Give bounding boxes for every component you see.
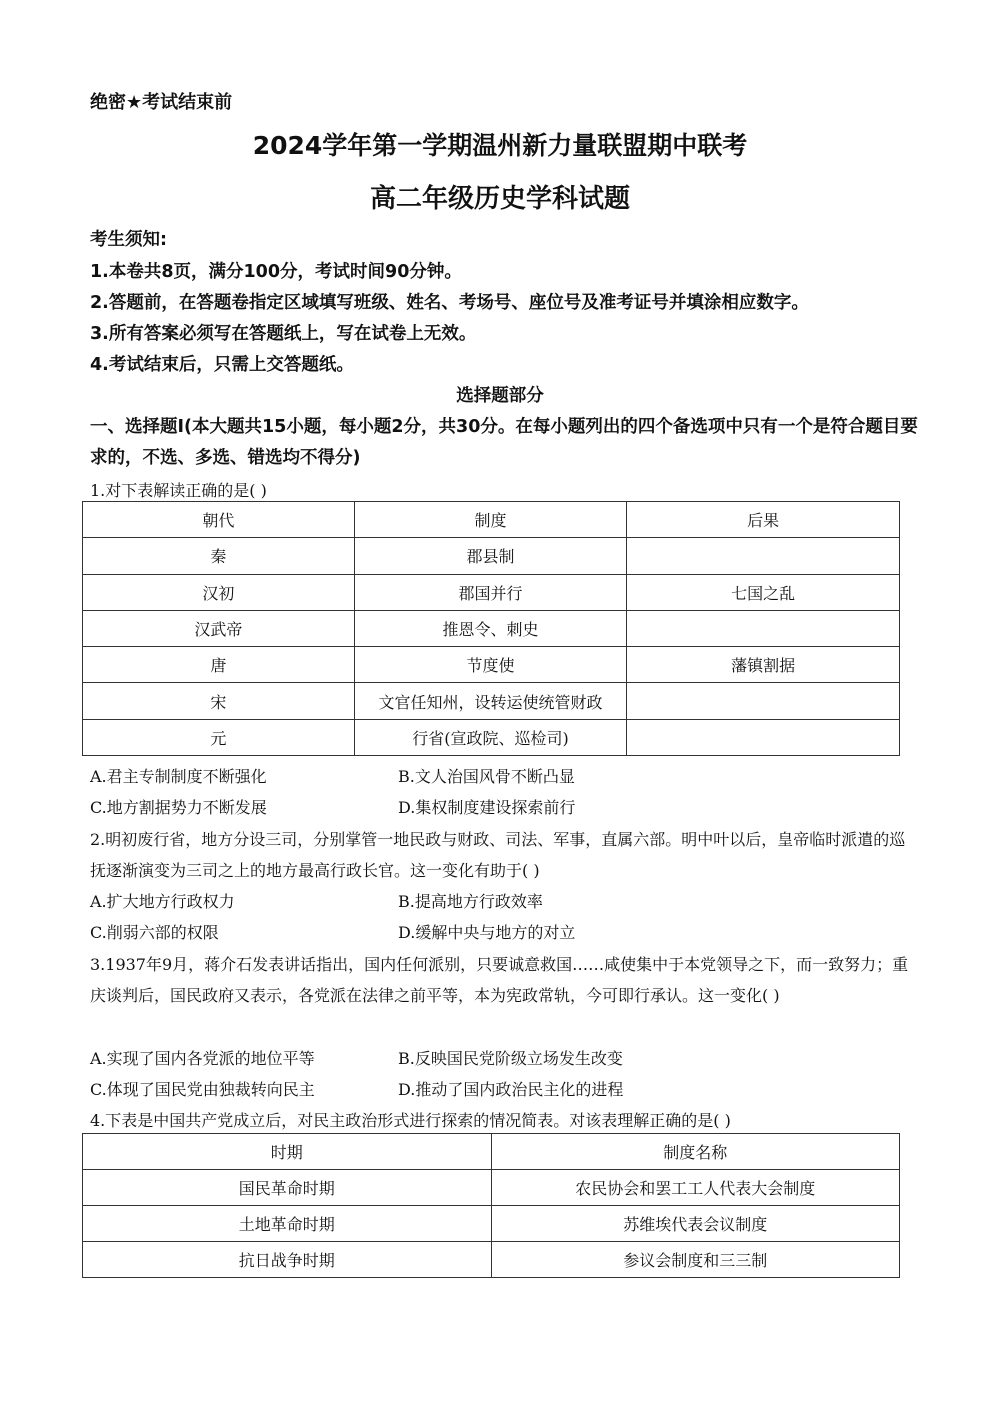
table-cell: 抗日战争时期 [83,1242,492,1278]
table-header-cell: 制度 [354,502,627,538]
table-row [83,683,900,719]
table-cell: 郡县制 [354,538,627,574]
table-header-cell: 后果 [627,502,900,538]
exam-title: 2024学年第一学期温州新力量联盟期中联考 [252,131,748,160]
q2-stem: 2.明初废行省，地方分设三司，分别掌管一地民政与财政、司法、军事，直属六部。明中叶以后，皇帝临时派遣的巡抚逐渐演变为三司之上的地方最高行政长官。这一变化有助于( ) [90,830,906,880]
table-cell: 郡国并行 [354,574,627,610]
q3-option-c: C.体现了国民党由独裁转向民主 [90,1080,315,1099]
table-row [83,1206,900,1242]
q1-option-d: D.集权制度建设探索前行 [398,798,576,817]
confidential-label: 绝密★考试结束前 [90,92,233,113]
notice-item: 2.答题前，在答题卷指定区域填写班级、姓名、考场号、座位号及准考证号并填涂相应数字。 [90,293,809,313]
q2-option-a: A.扩大地方行政权力 [90,892,235,911]
table-header-cell: 制度名称 [491,1134,900,1170]
table-row [83,574,900,610]
q3-option-a: A.实现了国内各党派的地位平等 [90,1049,315,1068]
table-cell: 藩镇割据 [627,647,900,683]
table-cell [627,610,900,646]
table-cell [627,538,900,574]
section-title: 选择题部分 [456,386,544,406]
q2-option-d: D.缓解中央与地方的对立 [398,923,576,942]
notice-item: 1.本卷共8页，满分100分，考试时间90分钟。 [90,262,462,282]
q1-option-a: A.君主专制制度不断强化 [90,767,267,786]
q4-stem: 4.下表是中国共产党成立后，对民主政治形式进行探索的情况简表。对该表理解正确的是( ) [90,1111,731,1130]
q2-option-b: B.提高地方行政效率 [398,892,543,911]
q3-option-b: B.反映国民党阶级立场发生改变 [398,1049,623,1068]
table-cell: 七国之乱 [627,574,900,610]
table-cell: 元 [83,719,355,755]
table-header-cell: 朝代 [83,502,355,538]
exam-subtitle: 高二年级历史学科试题 [369,184,630,214]
table-cell: 苏维埃代表会议制度 [491,1206,900,1242]
table-header-cell: 时期 [83,1134,492,1170]
table-cell: 宋 [83,683,355,719]
notice-item: 4.考试结束后，只需上交答题纸。 [90,355,354,375]
table-cell: 节度使 [354,647,627,683]
table-cell: 国民革命时期 [83,1170,492,1206]
table-row [83,719,900,755]
notice-heading: 考生须知: [90,230,167,250]
table-cell: 推恩令、刺史 [354,610,627,646]
table-row [83,647,900,683]
q4-table [82,1133,900,1278]
table-header-row [83,502,900,538]
table-cell: 唐 [83,647,355,683]
table-row [83,1242,900,1278]
q3-stem: 3.1937年9月，蒋介石发表讲话指出，国内任何派别，只要诚意救国……咸使集中于本党领导之下，而一致努力；重庆谈判后，国民政府又表示，各党派在法律之前平等，本为宪政常轨，今可即行承认。这一变化( ) [90,955,909,1005]
table-cell: 文官任知州，设转运使统管财政 [354,683,627,719]
table-cell: 土地革命时期 [83,1206,492,1242]
table-row [83,1170,900,1206]
table-row [83,610,900,646]
table-cell [627,719,900,755]
q1-option-b: B.文人治国风骨不断凸显 [398,767,575,786]
q3-option-d: D.推动了国内政治民主化的进程 [398,1080,624,1099]
table-cell: 秦 [83,538,355,574]
table-header-row [83,1134,900,1170]
q2-option-c: C.削弱六部的权限 [90,923,219,942]
table-cell [627,683,900,719]
table-cell: 农民协会和罢工工人代表大会制度 [491,1170,900,1206]
q1-option-c: C.地方割据势力不断发展 [90,798,267,817]
table-cell: 参议会制度和三三制 [491,1242,900,1278]
q1-stem: 1.对下表解读正确的是( ) [90,481,267,500]
part1-instructions: 一、选择题Ⅰ(本大题共15小题，每小题2分，共30分。在每小题列出的四个备选项中只有一个是符合题目要求的，不选、多选、错选均不得分) [90,417,918,468]
q1-table [82,501,900,756]
table-row [83,538,900,574]
table-cell: 行省(宣政院、巡检司) [354,719,627,755]
table-cell: 汉武帝 [83,610,355,646]
table-cell: 汉初 [83,574,355,610]
notice-item: 3.所有答案必须写在答题纸上，写在试卷上无效。 [90,324,477,344]
